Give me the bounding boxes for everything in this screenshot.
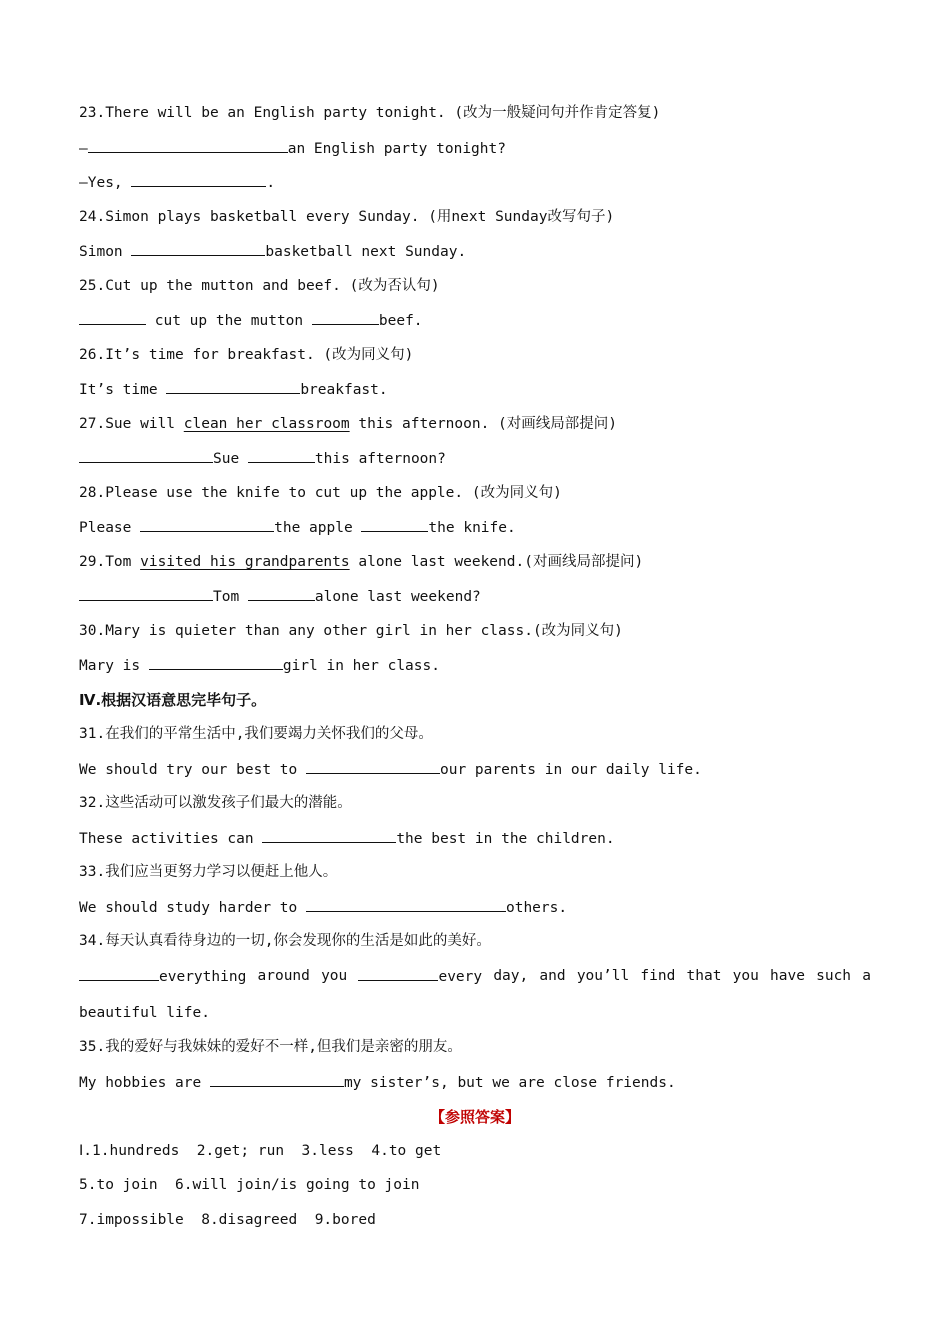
- answer-blank[interactable]: [306, 759, 440, 774]
- answer-blank[interactable]: [79, 448, 213, 463]
- answer-blank[interactable]: [262, 828, 396, 843]
- question-32: 32.这些活动可以激发孩子们最大的潜能。: [79, 795, 352, 811]
- answer-blank[interactable]: [361, 517, 428, 532]
- answer-35: My hobbies are my sister’s, but we are close friends.: [79, 1072, 676, 1093]
- answer-blank[interactable]: [358, 966, 438, 981]
- answer-blank[interactable]: [79, 966, 159, 981]
- answer-33: We should study harder to others.: [79, 897, 567, 918]
- answer-blank[interactable]: [79, 586, 213, 601]
- answer-25: cut up the mutton beef.: [79, 310, 423, 331]
- question-24: 24.Simon plays basketball every Sunday. (用next Sunday改写句子): [79, 209, 615, 225]
- underlined-phrase: clean her classroom: [183, 416, 350, 432]
- question-26: 26.It’s time for breakfast. (改为同义句): [79, 347, 414, 363]
- answer-key-line: Ⅰ.1.hundreds 2.get; run 3.less 4.to get: [79, 1143, 442, 1159]
- answer-32: These activities can the best in the children.: [79, 828, 615, 849]
- answer-blank[interactable]: [166, 379, 300, 394]
- answer-blank[interactable]: [248, 448, 315, 463]
- answer-31: We should try our best to our parents in our daily life.: [79, 759, 702, 780]
- answer-blank[interactable]: [140, 517, 274, 532]
- answer-key-line: 7.impossible 8.disagreed 9.bored: [79, 1212, 376, 1228]
- question-33: 33.我们应当更努力学习以便赶上他人。: [79, 864, 338, 880]
- answer-blank[interactable]: [306, 897, 506, 912]
- section-heading: Ⅳ.根据汉语意思完毕句子。: [79, 691, 267, 709]
- answer-23-line2: —Yes, .: [79, 172, 275, 193]
- answer-34-line1: everything around you every day, and you’ll find that you have such a: [79, 966, 871, 987]
- answer-24: Simon basketball next Sunday.: [79, 241, 466, 262]
- question-25: 25.Cut up the mutton and beef. (改为否认句): [79, 278, 440, 294]
- answer-blank[interactable]: [79, 310, 146, 325]
- question-29: 29.Tom visited his grandparents alone last weekend.(对画线局部提问): [79, 554, 644, 570]
- answer-key-title: 【参照答案】: [429, 1108, 520, 1126]
- question-31: 31.在我们的平常生活中,我们要竭力关怀我们的父母。: [79, 726, 433, 742]
- answer-30: Mary is girl in her class.: [79, 655, 440, 676]
- question-23: 23.There will be an English party tonight. (改为一般疑问句并作肯定答复): [79, 105, 661, 121]
- answer-key-line: 5.to join 6.will join/is going to join: [79, 1177, 420, 1193]
- question-27: 27.Sue will clean her classroom this afternoon. (对画线局部提问): [79, 416, 618, 432]
- question-34: 34.每天认真看待身边的一切,你会发现你的生活是如此的美好。: [79, 933, 491, 949]
- question-30: 30.Mary is quieter than any other girl in her class.(改为同义句): [79, 623, 623, 639]
- answer-blank[interactable]: [88, 138, 288, 153]
- answer-27: Sue this afternoon?: [79, 448, 446, 469]
- question-28: 28.Please use the knife to cut up the apple. (改为同义句): [79, 485, 562, 501]
- answer-23-line1: — an English party tonight?: [79, 138, 506, 159]
- answer-blank[interactable]: [248, 586, 315, 601]
- underlined-phrase: visited his grandparents: [140, 554, 350, 570]
- answer-29: Tom alone last weekend?: [79, 586, 481, 607]
- answer-blank[interactable]: [210, 1072, 344, 1087]
- answer-28: Please the apple the knife.: [79, 517, 516, 538]
- answer-34-line2: beautiful life.: [79, 1005, 210, 1021]
- answer-blank[interactable]: [312, 310, 379, 325]
- answer-blank[interactable]: [131, 241, 265, 256]
- answer-26: It’s time breakfast.: [79, 379, 388, 400]
- question-35: 35.我的爱好与我妹妹的爱好不一样,但我们是亲密的朋友。: [79, 1039, 462, 1055]
- answer-blank[interactable]: [131, 172, 266, 187]
- answer-blank[interactable]: [149, 655, 283, 670]
